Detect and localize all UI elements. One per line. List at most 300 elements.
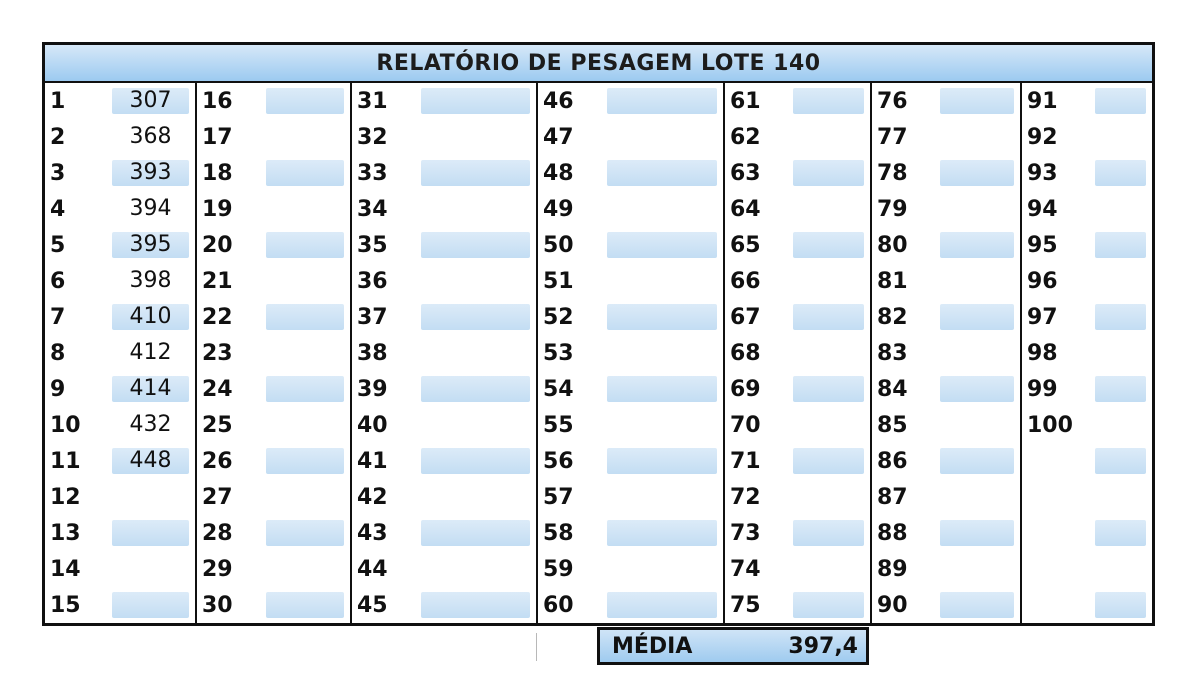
weight-cell[interactable] [932, 155, 1021, 191]
weight-cell[interactable] [785, 191, 871, 227]
weight-value [266, 448, 344, 474]
animal-number: 58 [537, 515, 599, 551]
weight-value [1095, 196, 1146, 222]
weight-cell[interactable] [599, 515, 724, 551]
animal-number: 54 [537, 371, 599, 407]
weight-cell[interactable] [599, 155, 724, 191]
weight-value [1095, 376, 1146, 402]
animal-number: 28 [196, 515, 258, 551]
animal-number: 12 [50, 484, 81, 510]
weight-value [1095, 232, 1146, 258]
weight-cell[interactable] [413, 119, 537, 155]
weight-value [1095, 412, 1146, 438]
weight-cell[interactable] [258, 191, 351, 227]
animal-number: 1 [50, 88, 66, 114]
weight-cell[interactable] [258, 155, 351, 191]
weight-cell[interactable] [932, 371, 1021, 407]
animal-number: 50 [537, 227, 599, 263]
animal-number: 26 [196, 443, 258, 479]
animal-number: 17 [196, 119, 258, 155]
weight-cell[interactable] [258, 299, 351, 335]
weight-value [607, 304, 717, 330]
animal-number: 34 [351, 191, 413, 227]
animal-number: 90 [871, 587, 932, 623]
weight-cell[interactable] [932, 479, 1021, 515]
animal-number: 19 [196, 191, 258, 227]
animal-number: 87 [871, 479, 932, 515]
weight-value [421, 376, 530, 402]
animal-number: 35 [351, 227, 413, 263]
weighing-table-body [45, 83, 1152, 623]
weight-cell[interactable] [599, 551, 724, 587]
weight-value: 398 [129, 268, 172, 293]
animal-number: 47 [537, 119, 599, 155]
weight-value [421, 556, 530, 582]
weight-cell[interactable] [599, 407, 724, 443]
weight-cell[interactable] [1087, 587, 1152, 623]
animal-number: 92 [1021, 119, 1087, 155]
weight-value: 307 [112, 88, 189, 114]
weight-value [112, 592, 189, 618]
weight-cell[interactable] [104, 515, 196, 551]
weight-value [266, 412, 344, 438]
weight-cell[interactable] [599, 299, 724, 335]
weight-cell[interactable] [413, 335, 537, 371]
weight-cell[interactable] [413, 83, 537, 119]
animal-number: 37 [351, 299, 413, 335]
weight-cell[interactable] [1087, 191, 1152, 227]
weight-value [266, 196, 344, 222]
weight-value [421, 124, 530, 150]
weight-cell[interactable] [932, 551, 1021, 587]
weight-cell[interactable] [1087, 407, 1152, 443]
weight-cell[interactable] [599, 479, 724, 515]
weight-value [940, 124, 1014, 150]
animal-number: 56 [537, 443, 599, 479]
animal-number: 97 [1021, 299, 1087, 335]
weight-cell[interactable] [258, 371, 351, 407]
weight-cell[interactable] [413, 263, 537, 299]
weight-value [421, 412, 530, 438]
table-row [45, 83, 1152, 119]
animal-number: 95 [1021, 227, 1087, 263]
animal-number: 74 [724, 551, 785, 587]
animal-number: 43 [351, 515, 413, 551]
animal-number: 44 [351, 551, 413, 587]
weight-value [266, 376, 344, 402]
weight-cell[interactable] [599, 371, 724, 407]
weight-cell[interactable] [932, 335, 1021, 371]
weight-cell[interactable] [785, 227, 871, 263]
weight-cell[interactable] [413, 515, 537, 551]
animal-number [1021, 479, 1087, 515]
animal-number: 65 [724, 227, 785, 263]
weight-value [421, 340, 530, 366]
animal-number: 39 [351, 371, 413, 407]
animal-number: 64 [724, 191, 785, 227]
animal-number: 38 [351, 335, 413, 371]
weight-cell[interactable] [599, 119, 724, 155]
weight-cell[interactable] [599, 227, 724, 263]
weight-value: 410 [112, 304, 189, 330]
weight-value [421, 592, 530, 618]
weight-cell[interactable] [104, 191, 196, 227]
animal-number: 21 [196, 263, 258, 299]
weight-value [940, 340, 1014, 366]
weight-value [266, 124, 344, 150]
weight-value [940, 556, 1014, 582]
weight-cell[interactable] [599, 335, 724, 371]
animal-number: 15 [50, 592, 81, 618]
weight-cell[interactable] [413, 551, 537, 587]
animal-number: 79 [871, 191, 932, 227]
weight-value [607, 592, 717, 618]
table-row [45, 407, 1152, 443]
animal-number: 14 [50, 556, 81, 582]
weight-cell[interactable] [413, 299, 537, 335]
animal-number: 31 [351, 83, 413, 119]
weight-cell[interactable] [413, 407, 537, 443]
animal-number: 5 [50, 232, 66, 258]
weight-cell[interactable] [599, 83, 724, 119]
weight-value [940, 520, 1014, 546]
weight-value [607, 124, 717, 150]
animal-number: 82 [871, 299, 932, 335]
animal-number: 23 [196, 335, 258, 371]
weight-value [793, 448, 864, 474]
weight-value [940, 412, 1014, 438]
weight-cell[interactable] [104, 371, 196, 407]
report-title: RELATÓRIO DE PESAGEM LOTE 140 [45, 45, 1152, 83]
table-row [45, 119, 1152, 155]
weight-cell[interactable] [258, 83, 351, 119]
weight-value [1095, 124, 1146, 150]
weight-cell[interactable] [104, 299, 196, 335]
weight-value: 448 [112, 448, 189, 474]
animal-number: 55 [537, 407, 599, 443]
weight-cell[interactable] [104, 263, 196, 299]
weight-cell[interactable] [413, 443, 537, 479]
animal-number: 70 [724, 407, 785, 443]
animal-number: 36 [351, 263, 413, 299]
weight-value [607, 268, 717, 294]
weight-value [940, 448, 1014, 474]
weight-cell[interactable] [1087, 551, 1152, 587]
animal-number: 62 [724, 119, 785, 155]
weight-cell[interactable] [258, 551, 351, 587]
average-label: MÉDIA [612, 633, 693, 659]
weight-cell[interactable] [932, 443, 1021, 479]
table-row [45, 443, 1152, 479]
weight-cell[interactable] [1087, 335, 1152, 371]
table-row [45, 335, 1152, 371]
weight-cell[interactable] [785, 443, 871, 479]
weight-value [793, 196, 864, 222]
weight-value [793, 484, 864, 510]
weight-cell[interactable] [785, 335, 871, 371]
weight-value [266, 520, 344, 546]
animal-number: 59 [537, 551, 599, 587]
weight-value [940, 376, 1014, 402]
weight-value [421, 484, 530, 510]
weight-value [793, 376, 864, 402]
weight-cell[interactable] [932, 515, 1021, 551]
table-row [45, 371, 1152, 407]
weight-cell[interactable] [599, 263, 724, 299]
weight-cell[interactable] [785, 479, 871, 515]
weight-cell[interactable] [1087, 83, 1152, 119]
animal-number: 96 [1021, 263, 1087, 299]
animal-number: 40 [351, 407, 413, 443]
weight-cell[interactable] [1087, 299, 1152, 335]
weight-cell[interactable] [932, 119, 1021, 155]
animal-number: 42 [351, 479, 413, 515]
animal-number [1021, 443, 1087, 479]
weight-cell[interactable] [104, 551, 196, 587]
weight-cell[interactable] [599, 587, 724, 623]
animal-number: 69 [724, 371, 785, 407]
weight-cell[interactable] [785, 299, 871, 335]
weight-cell[interactable] [785, 119, 871, 155]
weight-value [940, 484, 1014, 510]
animal-number: 93 [1021, 155, 1087, 191]
weight-cell[interactable] [258, 479, 351, 515]
animal-number: 60 [537, 587, 599, 623]
animal-number: 100 [1021, 407, 1087, 443]
weight-value [1095, 592, 1146, 618]
weight-cell[interactable] [258, 335, 351, 371]
weight-value [607, 520, 717, 546]
animal-number: 68 [724, 335, 785, 371]
weight-value [112, 556, 189, 582]
animal-number: 41 [351, 443, 413, 479]
animal-number: 16 [196, 83, 258, 119]
weight-value [421, 448, 530, 474]
weight-value [421, 196, 530, 222]
weight-cell[interactable] [1087, 155, 1152, 191]
animal-number: 86 [871, 443, 932, 479]
weight-value: 395 [112, 232, 189, 258]
table-row [45, 587, 1152, 623]
weight-value [1095, 520, 1146, 546]
animal-number: 66 [724, 263, 785, 299]
animal-number: 81 [871, 263, 932, 299]
weight-cell[interactable] [258, 407, 351, 443]
weight-cell[interactable] [599, 191, 724, 227]
animal-number: 88 [871, 515, 932, 551]
weight-cell[interactable] [932, 83, 1021, 119]
weight-value [607, 556, 717, 582]
weight-value [421, 232, 530, 258]
weight-value [112, 520, 189, 546]
weight-cell[interactable] [785, 263, 871, 299]
weight-cell[interactable] [104, 479, 196, 515]
weight-value [607, 196, 717, 222]
weight-cell[interactable] [932, 191, 1021, 227]
weight-value [607, 412, 717, 438]
weight-value [607, 376, 717, 402]
weight-cell[interactable] [599, 443, 724, 479]
animal-number: 10 [50, 412, 81, 438]
table-row [45, 479, 1152, 515]
weight-cell[interactable] [1087, 119, 1152, 155]
weight-value [793, 304, 864, 330]
animal-number: 29 [196, 551, 258, 587]
weight-value [793, 160, 864, 186]
weight-cell[interactable] [413, 587, 537, 623]
weight-value [421, 160, 530, 186]
weight-cell[interactable] [258, 587, 351, 623]
weight-cell[interactable] [104, 83, 196, 119]
weight-cell[interactable] [785, 407, 871, 443]
weight-cell[interactable] [785, 371, 871, 407]
animal-number: 46 [537, 83, 599, 119]
weight-value [940, 88, 1014, 114]
weight-value [112, 484, 189, 510]
weight-value: 368 [129, 124, 172, 149]
weight-cell[interactable] [258, 119, 351, 155]
animal-number [1021, 515, 1087, 551]
animal-number: 48 [537, 155, 599, 191]
weight-value [266, 160, 344, 186]
weight-cell[interactable] [932, 587, 1021, 623]
weight-value [940, 304, 1014, 330]
weight-cell[interactable] [104, 227, 196, 263]
animal-number: 27 [196, 479, 258, 515]
weight-value [607, 160, 717, 186]
weight-cell[interactable] [258, 263, 351, 299]
animal-number: 83 [871, 335, 932, 371]
weight-cell[interactable] [1087, 515, 1152, 551]
weight-cell[interactable] [413, 191, 537, 227]
average-value: 397,4 [788, 633, 858, 659]
weight-value [793, 124, 864, 150]
average-summary-box [597, 627, 869, 665]
animal-number: 3 [50, 160, 66, 186]
weight-cell[interactable] [785, 155, 871, 191]
animal-number: 57 [537, 479, 599, 515]
animal-number [1021, 587, 1087, 623]
weight-cell[interactable] [413, 227, 537, 263]
weight-value [1095, 556, 1146, 582]
weight-value [793, 340, 864, 366]
animal-number: 71 [724, 443, 785, 479]
weight-cell[interactable] [258, 227, 351, 263]
weight-value [1095, 304, 1146, 330]
weight-cell[interactable] [932, 263, 1021, 299]
weight-value [421, 88, 530, 114]
weight-cell[interactable] [104, 443, 196, 479]
weight-value [421, 520, 530, 546]
weight-cell[interactable] [413, 371, 537, 407]
weight-cell[interactable] [1087, 371, 1152, 407]
weight-value [1095, 160, 1146, 186]
weight-cell[interactable] [932, 227, 1021, 263]
animal-number: 99 [1021, 371, 1087, 407]
weight-value [607, 484, 717, 510]
table-row [45, 155, 1152, 191]
weight-value: 393 [112, 160, 189, 186]
weight-value [940, 232, 1014, 258]
animal-number: 61 [724, 83, 785, 119]
animal-number: 24 [196, 371, 258, 407]
weight-cell[interactable] [258, 443, 351, 479]
weight-value [266, 304, 344, 330]
weight-value [266, 556, 344, 582]
weight-cell[interactable] [104, 155, 196, 191]
weight-value [940, 160, 1014, 186]
animal-number: 11 [50, 448, 81, 474]
weight-value [266, 340, 344, 366]
table-row [45, 515, 1152, 551]
weight-cell[interactable] [104, 407, 196, 443]
animal-number: 6 [50, 268, 66, 294]
weight-cell[interactable] [932, 299, 1021, 335]
weight-value [793, 556, 864, 582]
weight-cell[interactable] [932, 407, 1021, 443]
animal-number: 91 [1021, 83, 1087, 119]
weight-value [1095, 268, 1146, 294]
weight-value [607, 340, 717, 366]
animal-number: 53 [537, 335, 599, 371]
weight-cell[interactable] [785, 587, 871, 623]
weight-value [421, 304, 530, 330]
animal-number: 25 [196, 407, 258, 443]
weight-value [793, 412, 864, 438]
table-row [45, 263, 1152, 299]
weight-value [1095, 340, 1146, 366]
weight-cell[interactable] [413, 155, 537, 191]
weight-cell[interactable] [104, 587, 196, 623]
weight-value [793, 268, 864, 294]
weight-value [793, 88, 864, 114]
weight-cell[interactable] [1087, 479, 1152, 515]
weight-cell[interactable] [1087, 443, 1152, 479]
weight-cell[interactable] [258, 515, 351, 551]
weight-value [1095, 88, 1146, 114]
weight-value [421, 268, 530, 294]
weight-cell[interactable] [1087, 263, 1152, 299]
weight-cell[interactable] [104, 119, 196, 155]
animal-number: 63 [724, 155, 785, 191]
weight-cell[interactable] [413, 479, 537, 515]
weight-value [1095, 448, 1146, 474]
weight-value: 414 [112, 376, 189, 402]
weight-value [793, 592, 864, 618]
animal-number [1021, 551, 1087, 587]
animal-number: 18 [196, 155, 258, 191]
weight-value [607, 88, 717, 114]
animal-number: 13 [50, 520, 81, 546]
weight-cell[interactable] [104, 335, 196, 371]
weight-value [266, 268, 344, 294]
animal-number: 7 [50, 304, 66, 330]
weight-value [940, 268, 1014, 294]
weight-value: 432 [129, 412, 172, 437]
weight-value [793, 520, 864, 546]
table-row [45, 227, 1152, 263]
animal-number: 78 [871, 155, 932, 191]
weight-cell[interactable] [785, 515, 871, 551]
weight-cell[interactable] [785, 551, 871, 587]
animal-number: 20 [196, 227, 258, 263]
animal-number: 2 [50, 124, 66, 150]
weight-value [607, 448, 717, 474]
weight-cell[interactable] [785, 83, 871, 119]
weight-cell[interactable] [1087, 227, 1152, 263]
weighing-table [45, 83, 1152, 623]
animal-number: 76 [871, 83, 932, 119]
